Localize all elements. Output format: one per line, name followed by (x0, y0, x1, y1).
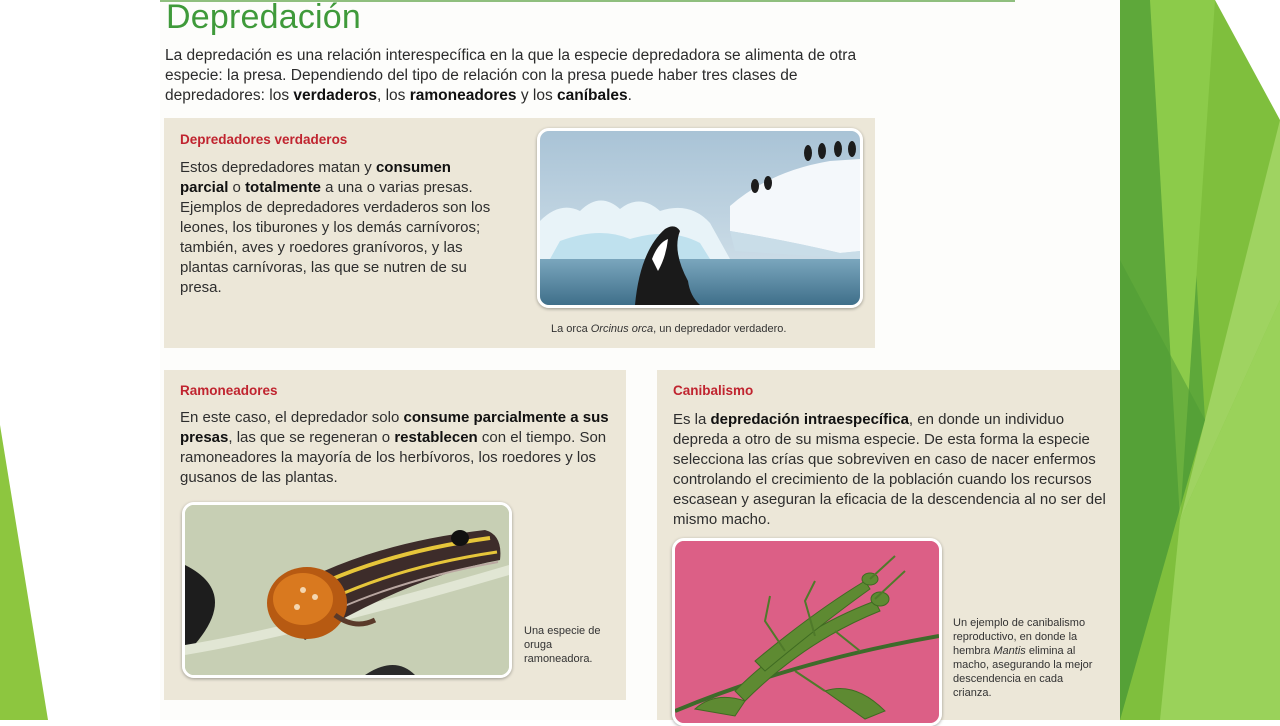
intro-paragraph: La depredación es una relación interespecífica en la que la especie depredadora se alimenta de otra especie: la presa. Dependiendo del tipo de relación con la presa puede haber tres clases de depredadores: los verdaderos, los ramoneadores y los caníbales. (165, 47, 857, 104)
section-text: Estos depredadores matan y consumen parcial o totalmente a una o varias presas. Ejemplos de depredadores verdaderos son los leones, los tiburones y los demás carnívoros; también, aves y roedores granívoros, y las plantas carnívoras, las que se nutren de su presa. (180, 159, 491, 296)
section-heading: Depredadores verdaderos (180, 132, 348, 147)
textbook-page (160, 0, 1120, 720)
mantis-caption: Un ejemplo de canibalismo reproductivo, en donde la hembra Mantis elimina al macho, asegurando la mejor descendencia en cada crianza. (953, 617, 1093, 699)
caterpillar-photo (182, 502, 512, 678)
orca-photo (537, 128, 863, 308)
caterpillar-caption: Una especie de oruga ramoneadora. (524, 625, 601, 665)
section-text: Es la depredación intraespecífica, en donde un individuo depreda a otro de su misma especie. De esta forma la especie selecciona las crías que sobreviven en caso de nacer enfermos controlando el crecimiento de la población cuando los recursos escasean y aseguran la eficacia de la descendencia al no ser del mismo macho. (673, 411, 1106, 528)
mantis-photo (672, 538, 942, 726)
page-title: Depredación (166, 0, 361, 36)
section-ramoneadores (164, 370, 626, 700)
orca-caption: La orca Orcinus orca, un depredador verdadero. (551, 323, 787, 335)
left-green-triangle (0, 0, 60, 720)
section-canibalismo (657, 370, 1120, 720)
section-text: En este caso, el depredador solo consume parcialmente a sus presas, las que se regeneran o restablecen con el tiempo. Son ramoneadores la mayoría de los herbívoros, los roedores y los gusanos de las plantas. (180, 409, 609, 486)
section-heading: Ramoneadores (180, 383, 278, 398)
section-verdaderos (164, 118, 875, 348)
right-green-facets (1120, 0, 1280, 720)
section-heading: Canibalismo (673, 383, 754, 398)
